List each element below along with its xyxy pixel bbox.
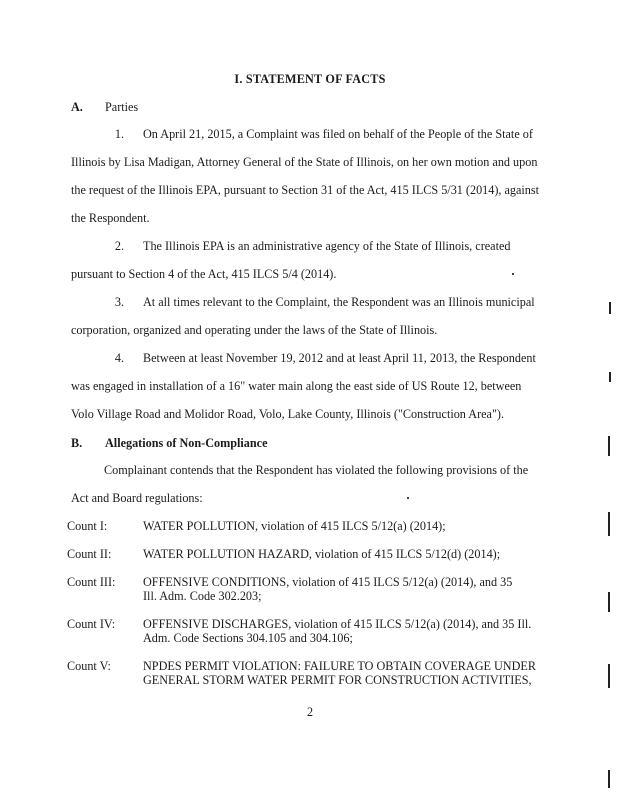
paragraph-4-line-3: Volo Village Road and Molidor Road, Volo, Lake County, Illinois ("Construction Area").: [71, 407, 505, 421]
paragraph-4-line-2: was engaged in installation of a 16" water main along the east side of US Route 12, between: [71, 379, 522, 393]
margin-change-bar: [608, 592, 610, 612]
count-1-text: WATER POLLUTION, violation of 415 ILCS 5/12(a) (2014);: [143, 519, 446, 533]
section-a-title: Parties: [105, 100, 139, 114]
margin-change-bar: [609, 372, 611, 382]
margin-change-bar: [608, 436, 610, 456]
paragraph-4-line-1: Between at least November 19, 2012 and at least April 11, 2013, the Respondent: [143, 351, 536, 365]
scan-speck: [407, 497, 409, 499]
paragraph-4-number: 4.: [114, 351, 124, 365]
count-5-label: Count V:: [67, 659, 111, 673]
margin-change-bar: [608, 664, 610, 688]
margin-change-bar: [609, 302, 611, 314]
paragraph-3-number: 3.: [114, 295, 124, 309]
paragraph-3-line-1: At all times relevant to the Complaint, the Respondent was an Illinois municipal: [143, 295, 535, 309]
paragraph-1-line-3: the request of the Illinois EPA, pursuant to Section 31 of the Act, 415 ILCS 5/31 (2014), against: [71, 183, 540, 197]
margin-change-bar: [608, 770, 610, 788]
allegations-intro-line-2: Act and Board regulations:: [71, 491, 203, 505]
scan-speck: [512, 273, 514, 275]
section-a-letter: A.: [71, 100, 83, 114]
count-4-text-line-1: OFFENSIVE DISCHARGES, violation of 415 ILCS 5/12(a) (2014), and 35 Ill.: [143, 617, 532, 631]
paragraph-2-line-2: pursuant to Section 4 of the Act, 415 ILCS 5/4 (2014).: [71, 267, 337, 281]
allegations-intro-line-1: Complainant contends that the Respondent has violated the following provisions of the: [104, 463, 529, 477]
page-title: I. STATEMENT OF FACTS: [234, 72, 386, 86]
section-b-title: Allegations of Non-Compliance: [105, 436, 268, 450]
count-5-text-line-1: NPDES PERMIT VIOLATION: FAILURE TO OBTAIN COVERAGE UNDER: [143, 659, 536, 673]
count-3-text-line-1: OFFENSIVE CONDITIONS, violation of 415 ILCS 5/12(a) (2014), and 35: [143, 575, 513, 589]
section-b-letter: B.: [71, 436, 83, 450]
paragraph-2-number: 2.: [114, 239, 124, 253]
count-1-label: Count I:: [67, 519, 108, 533]
paragraph-1-line-4: the Respondent.: [71, 211, 150, 225]
count-4-text-line-2: Adm. Code Sections 304.105 and 304.106;: [143, 631, 353, 645]
count-2-text: WATER POLLUTION HAZARD, violation of 415 ILCS 5/12(d) (2014);: [143, 547, 501, 561]
count-3-label: Count III:: [67, 575, 116, 589]
paragraph-1-line-1: On April 21, 2015, a Complaint was filed on behalf of the People of the State of: [143, 127, 533, 141]
paragraph-1-number: 1.: [114, 127, 124, 141]
paragraph-1-line-2: Illinois by Lisa Madigan, Attorney General of the State of Illinois, on her own motion and upon: [71, 155, 538, 169]
margin-change-bar: [608, 512, 610, 536]
count-2-label: Count II:: [67, 547, 112, 561]
page-number: 2: [306, 705, 314, 719]
paragraph-2-line-1: The Illinois EPA is an administrative agency of the State of Illinois, created: [143, 239, 511, 253]
paragraph-3-line-2: corporation, organized and operating under the laws of the State of Illinois.: [71, 323, 438, 337]
count-5-text-line-2: GENERAL STORM WATER PERMIT FOR CONSTRUCTION ACTIVITIES,: [143, 673, 532, 687]
count-4-label: Count IV:: [67, 617, 116, 631]
count-3-text-line-2: Ill. Adm. Code 302.203;: [143, 589, 262, 603]
